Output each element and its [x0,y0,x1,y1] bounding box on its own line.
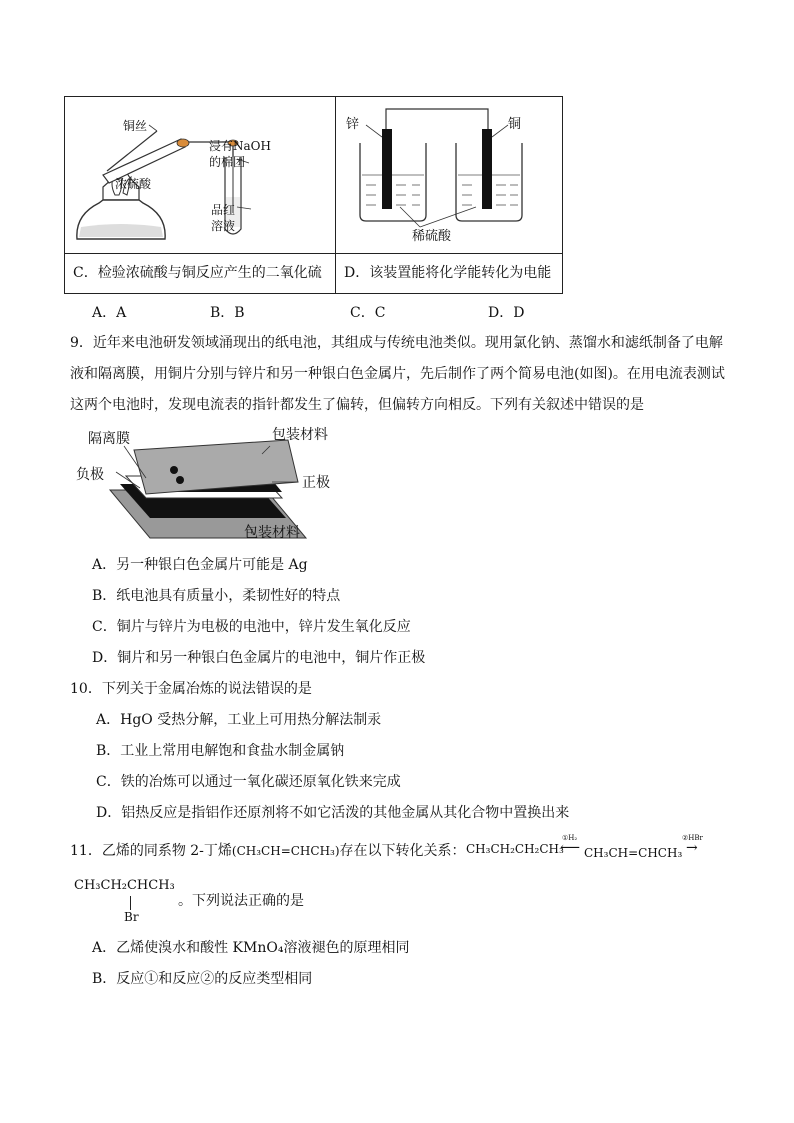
q10-option-a[interactable]: A．HgO 受热分解，工业上可用热分解法制汞 [96,712,382,728]
q9-option-d[interactable]: D．铜片和另一种银白色金属片的电池中，铜片作正极 [92,650,426,666]
q10-stem: 10．下列关于金属冶炼的说法错误的是 [70,681,312,697]
q8-option-d[interactable]: D．D [488,305,525,321]
dye-label-1: 品红 [211,203,236,217]
paper-battery-diagram [76,424,376,548]
product-br: Br [124,910,139,924]
q11-stem-a: 11．乙烯的同系物 2-丁烯 [70,843,232,859]
dye-label-2: 溶液 [211,219,236,233]
experiment-table [64,96,563,294]
dilute-acid-label: 稀硫酸 [412,229,452,244]
apparatus-d-cell [336,97,563,254]
separator-label: 隔离膜 [88,431,130,447]
q9-option-c[interactable]: C．铜片与锌片为电极的电池中，锌片发生氧化反应 [92,619,411,635]
q11-product [74,876,314,926]
q10-option-c[interactable]: C．铁的冶炼可以通过一氧化碳还原氧化铁来完成 [96,774,401,790]
positive-label: 正极 [302,475,330,491]
conc-acid-label: 浓硫酸 [115,177,152,191]
q11-tail: 。下列说法正确的是 [178,893,304,909]
left-arrow-icon: ⟵ [560,840,581,856]
copper-acid-apparatus-diagram [65,97,335,253]
scheme-arrow-1 [560,834,586,856]
q11-stem-line [70,840,466,860]
q11-stem-b: 存在以下转化关系： [339,843,466,859]
caption-c: C．检验浓硫酸与铜反应产生的二氧化硫 [65,254,336,294]
scheme-butane: CH₃CH₂CH₂CH₃ [466,842,564,856]
q10-option-d[interactable]: D．铝热反应是指铝作还原剂将不如它活泼的其他金属从其化合物中置换出来 [96,805,570,821]
q9-option-b[interactable]: B．纸电池具有质量小，柔韧性好的特点 [92,588,341,604]
q10-option-b[interactable]: B．工业上常用电解饱和食盐水制金属钠 [96,743,345,759]
q9-stem: 9．近年来电池研发领域涌现出的纸电池，其组成与传统电池类似。现用氯化钠、蒸馏水和滤纸制备了电解液和隔离膜，用铜片分别与锌片和另一种银白色金属片，先后制作了两个简易电池(如图)。在用电流表测试这两个电池时，发现电流表的指针都发生了偏转，但偏转方向相反。下列有关叙述中错误的是 [70,335,725,413]
q8-option-b[interactable]: B．B [210,305,245,321]
packaging-top-label: 包装材料 [272,427,328,443]
copper-wire-label: 铜丝 [123,119,148,133]
negative-label: 负极 [76,467,104,483]
scheme-butene: CH₃CH=CHCH₃ [584,846,683,860]
packaging-bottom-label: 包装材料 [244,525,300,541]
q11-butene-formula: (CH₃CH=CHCH₃) [231,844,340,858]
zinc-label: 锌 [346,117,360,132]
caption-d: D．该装置能将化学能转化为电能 [336,254,563,294]
product-bond [130,896,131,910]
arrow2-label: ②HBr [682,834,703,842]
q11-option-b[interactable]: B．反应①和反应②的反应类型相同 [92,971,313,987]
q8-option-c[interactable]: C．C [350,305,386,321]
product-formula: CH₃CH₂CHCH₃ [74,878,175,893]
q11-option-a[interactable]: A．乙烯使溴水和酸性 KMnO₄溶液褪色的原理相同 [92,940,410,956]
naoh-cotton-label-1: 浸有NaOH [209,139,271,153]
arrow1-label: ①H₂ [562,834,578,842]
q8-option-a[interactable]: A．A [92,305,127,321]
naoh-cotton-label-2: 的棉团 [209,155,246,169]
apparatus-c-cell [65,97,336,254]
right-arrow-icon: → [686,840,698,856]
q9-option-a[interactable]: A．另一种银白色金属片可能是 Ag [92,557,308,573]
copper-label: 铜 [508,117,522,132]
scheme-arrow-2 [682,834,712,856]
